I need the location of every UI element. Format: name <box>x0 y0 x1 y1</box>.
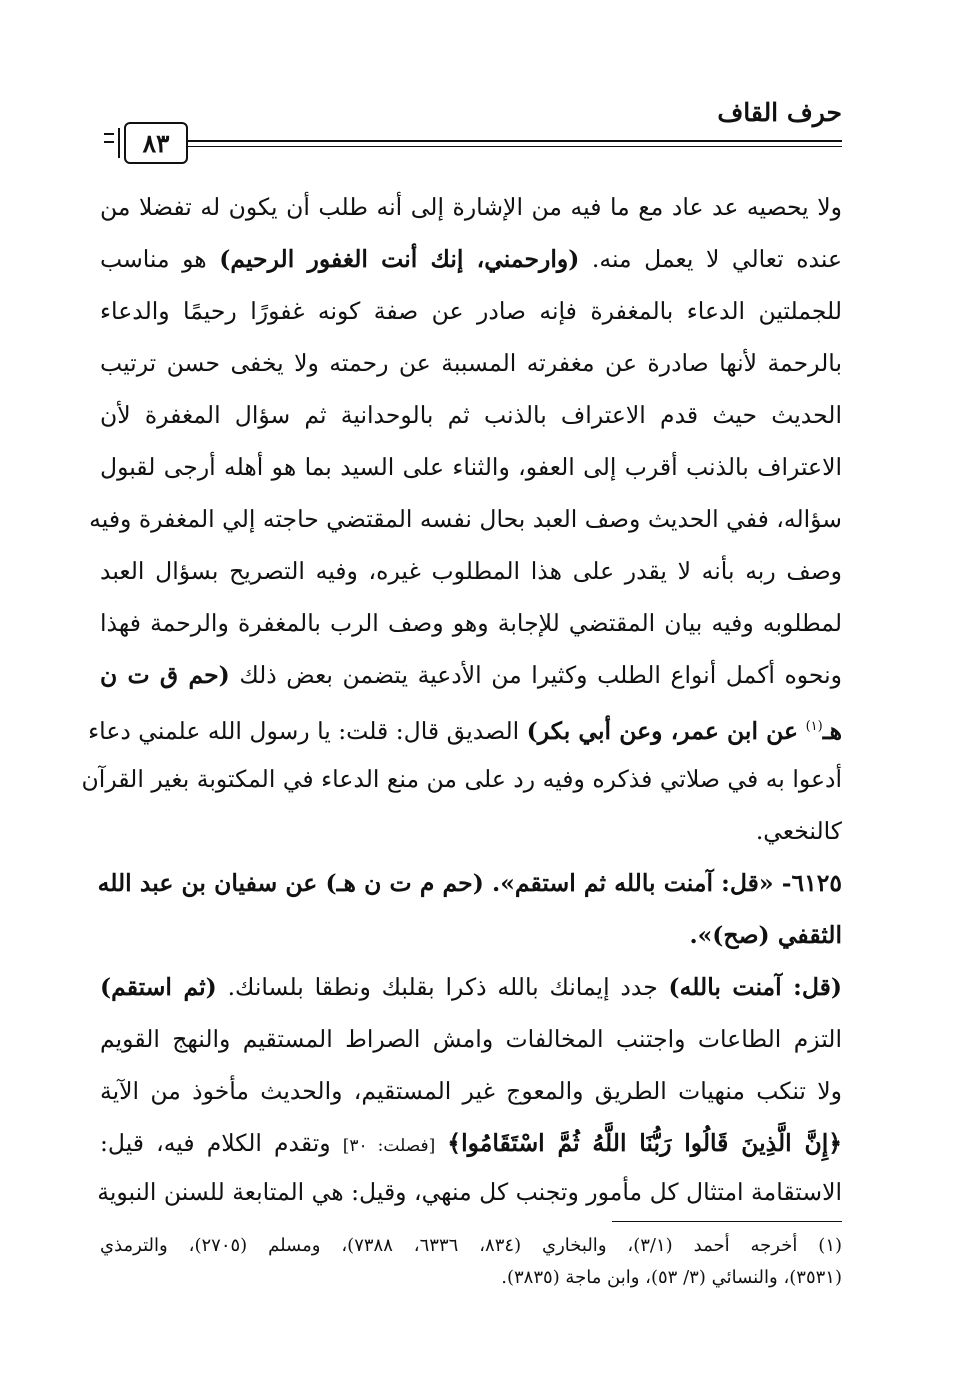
text-run: جدد إيمانك بالله ذكرا بقلبك ونطقا بلسانك. <box>227 973 658 1001</box>
chapter-title: حرف القاف <box>717 98 842 127</box>
body-line-1: ولا يحصيه عد عاد مع ما فيه من الإشارة إلى أنه طلب أن يكون له تفضلا من <box>100 193 842 221</box>
hadith-heading-line-2: الثقفي (صح)». <box>689 921 842 949</box>
verse-reference: [فصلت: ٣٠] <box>342 1136 436 1156</box>
text-run: ونحوه أكمل أنواع الطلب وكثيرا من الأدعية يتضمن بعض ذلك <box>239 661 842 689</box>
body-line-7: سؤاله، ففي الحديث وصف العبد بحال نفسه المقتضي حاجته إلي المغفرة وفيه <box>89 505 842 533</box>
footnote-1-line-2: (٣٥٣١)، والنسائي (٣/ ٥٣)، وابن ماجة (٣٨٣٥). <box>501 1267 842 1288</box>
text-run: وتقدم الكلام فيه، قيل: <box>100 1129 331 1157</box>
quran-verse: ﴿إِنَّ الَّذِينَ قَالُوا رَبُّنَا اللَّهُ ثُمَّ اسْتَقَامُوا﴾ <box>447 1129 842 1157</box>
body-line-2 <box>100 239 842 279</box>
body-line-4: بالرحمة لأنها صادرة عن مغفرته المسببة عن رحمته ولا يخفى حسن ترتيب <box>100 349 842 377</box>
body-line-9: لمطلوبه وفيه بيان المقتضي للإجابة وهو وصف الرب بالمغفرة والرحمة فهذا <box>100 609 842 637</box>
body-line-20: الاستقامة امتثال كل مأمور وتجنب كل منهي، وقيل: هي المتابعة للسنن النبوية <box>97 1178 842 1206</box>
body-line-8: وصف ربه بأنه لا يقدر على هذا المطلوب غيره، وفيه التصريح بسؤال العبد <box>100 557 842 585</box>
hadith-heading-line-1 <box>97 863 842 903</box>
hadith-text: ٦١٢٥- «قل: آمنت بالله ثم استقم». <box>492 869 842 897</box>
footnote-separator <box>612 1221 842 1222</box>
hadith-source: (حم م ت ن هـ) عن سفيان بن عبد الله <box>97 869 484 897</box>
body-line-13: كالنخعي. <box>755 817 842 845</box>
page-number: ٨٣ <box>124 122 188 164</box>
body-line-11 <box>88 707 842 747</box>
body-line-19 <box>100 1123 842 1163</box>
page <box>81 0 843 1376</box>
body-line-18: ولا تنكب منهيات الطريق والمعوج غير المستقيم، والحديث مأخوذ من الآية <box>100 1077 842 1105</box>
source-code: هـ <box>822 716 842 745</box>
quoted-phrase: (وارحمني، إنك أنت الغفور الرحيم) <box>219 245 580 273</box>
body-line-12: أدعوا به في صلاتي فذكره وفيه رد على من منع الدعاء في المكتوبة بغير القرآن <box>81 765 842 793</box>
body-line-16 <box>100 967 842 1007</box>
body-line-17: التزم الطاعات واجتنب المخالفات وامش الصراط المستقيم والنهج القويم <box>100 1025 842 1053</box>
text-run: هو مناسب <box>100 245 207 273</box>
quoted-phrase: (ثم استقم) <box>100 973 217 1001</box>
narrators: عن ابن عمر، وعن أبي بكر) <box>526 716 799 745</box>
source-code: (حم ق ت ن <box>100 661 230 689</box>
text-run: الصديق قال: قلت: يا رسول الله علمني دعاء <box>88 716 520 745</box>
footnote-1-line-1: (١) أخرجه أحمد (٣/١)، والبخاري (٨٣٤، ٦٣٣٦، ٧٣٨٨)، ومسلم (٢٧٠٥)، والترمذي <box>100 1235 843 1256</box>
body-line-6: الاعتراف بالذنب أقرب إلى العفو، والثناء على السيد بما هو أهله أرجى لقبول <box>100 453 842 481</box>
page-number-ornament <box>104 133 114 143</box>
body-line-10 <box>100 655 842 695</box>
header-rule-top <box>186 140 842 142</box>
text-run: عنده تعالي لا يعمل منه. <box>591 245 842 273</box>
body-line-3: للجملتين الدعاء بالمغفرة فإنه صادر عن صفة كونه غفورًا رحيمًا والدعاء <box>100 297 842 325</box>
footnote-ref: (١) <box>805 719 823 734</box>
header-rule-bottom <box>186 146 842 147</box>
body-line-5: الحديث حيث قدم الاعتراف بالذنب ثم بالوحدانية ثم سؤال المغفرة لأن <box>100 401 842 429</box>
quoted-phrase: (قل: آمنت بالله) <box>668 973 842 1001</box>
